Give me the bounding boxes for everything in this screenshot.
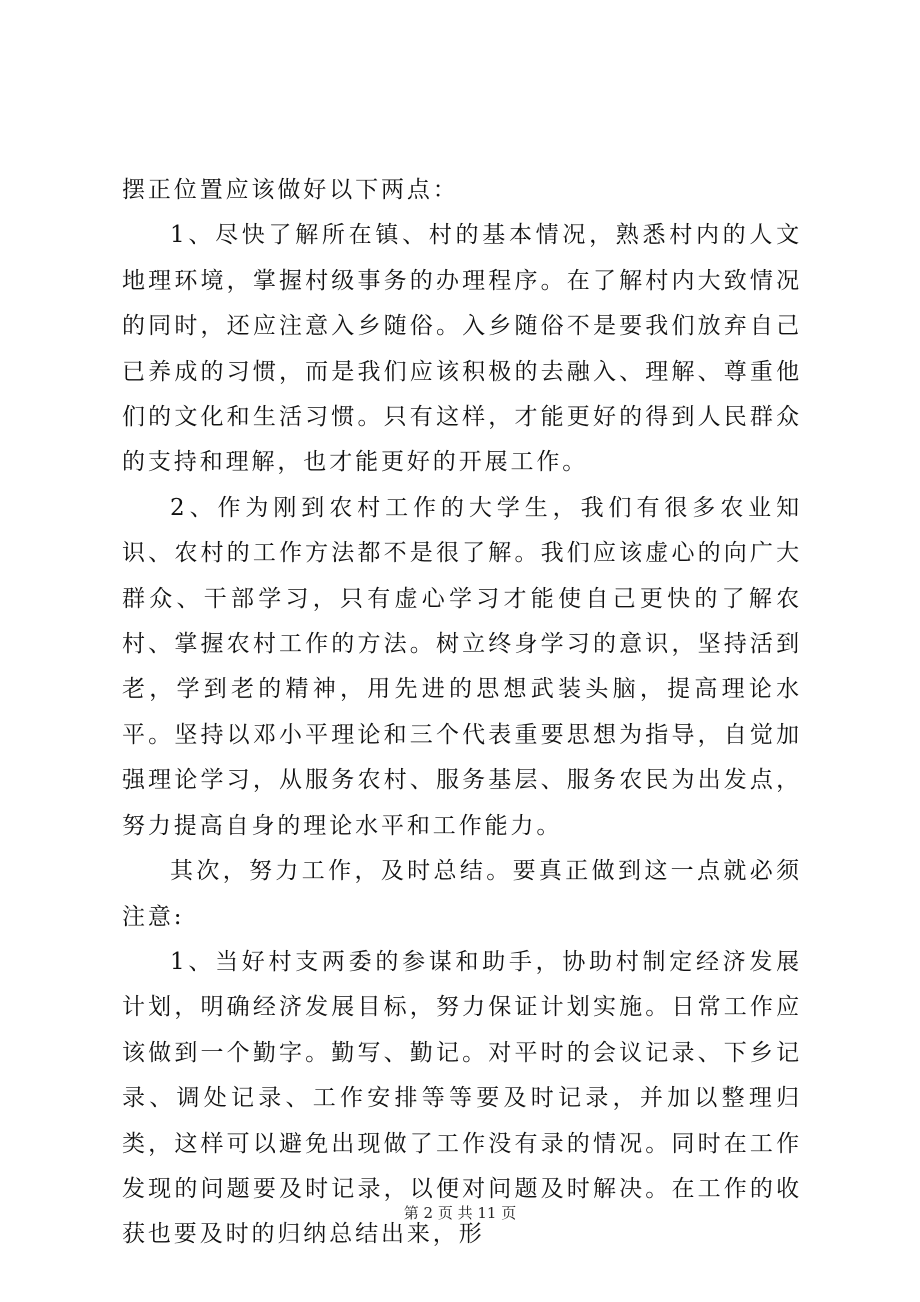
paragraph-5: 1、当好村支两委的参谋和助手，协助村制定经济发展计划，明确经济发展目标，努力保证计划实施。日常工作应该做到一个勤字。勤写、勤记。对平时的会议记录、下乡记录、调处记录、工作安排等等要及时记录，并加以整理归类，这样可以避免出现做了工作没有录的情况。同时在工作发现的问题要及时记录，以便对问题及时解决。在工作的收获也要及时的归纳总结出来，形 — [122, 948, 802, 1248]
paragraph-1: 摆正位置应该做好以下两点： — [122, 177, 459, 203]
page-number-footer: 第 2 页 共 11 页 — [403, 1204, 517, 1222]
paragraph-4: 其次，努力工作，及时总结。要真正做到这一点就必须注意: — [122, 858, 802, 930]
document-body — [122, 168, 802, 1258]
paragraph-3: 2、作为刚到农村工作的大学生，我们有很多农业知识、农村的工作方法都不是很了解。我们应该虚心的向广大群众、干部学习，只有虚心学习才能使自己更快的了解农村、掌握农村工作的方法。树立终身学习的意识，坚持活到老，学到老的精神，用先进的思想武装头脑，提高理论水平。坚持以邓小平理论和三个代表重要思想为指导，自觉加强理论学习，从服务农村、服务基层、服务农民为出发点，努力提高自身的理论水平和工作能力。 — [122, 494, 802, 839]
paragraph-2: 1、尽快了解所在镇、村的基本情况，熟悉村内的人文地理环境，掌握村级事务的办理程序。在了解村内大致情况的同时，还应注意入乡随俗。入乡随俗不是要我们放弃自己已养成的习惯，而是我们应该积极的去融入、理解、尊重他们的文化和生活习惯。只有这样，才能更好的得到人民群众的支持和理解，也才能更好的开展工作。 — [122, 222, 802, 476]
